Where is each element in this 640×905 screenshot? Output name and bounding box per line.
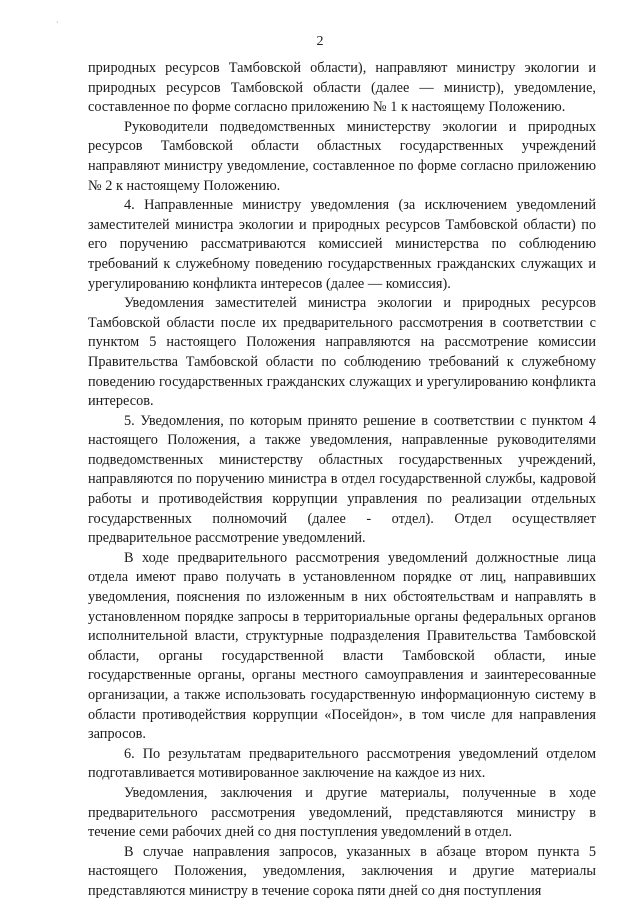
- paragraph-item-5: 5. Уведомления, по которым принято решение в соответствии с пунктом 4 настоящего Положения, а также уведомления, направленные руководителями подведомственных министерству областных государственных учреждений, направляются по поручению министра в отдел государственной службы, кадровой работы и противодействия коррупции управления по реализации отдельных государственных полномочий (далее - отдел). Отдел осуществляет предварительное рассмотрение уведомлений.: [88, 412, 596, 547]
- page-number: 2: [316, 34, 324, 49]
- paragraph-item-6: 6. По результатам предварительного рассмотрения уведомлений отделом подготавливается мотивированное заключение на каждое из них.: [88, 745, 596, 782]
- document-body: [88, 59, 596, 902]
- paragraph: Уведомления, заключения и другие материалы, полученные в ходе предварительного рассмотрения уведомлений, представляются министру в течение семи рабочих дней со дня поступления уведомлений в отдел.: [88, 784, 596, 841]
- paragraph-continuation: природных ресурсов Тамбовской области), направляют министру экологии и природных ресурсов Тамбовской области (далее — министр), уведомление, составленное по форме согласно приложению № 1 к настоящему Положению.: [88, 60, 596, 116]
- paragraph: В ходе предварительного рассмотрения уведомлений должностные лица отдела имеют право получать в установленном порядке от лиц, направивших уведомления, пояснения по изложенным в них обстоятельствам и направлять в установленном порядке запросы в территориальные органы федеральных органов исполнительной власти, структурные подразделения Правительства Тамбовской области, органы государственной власти Тамбовской области, иные государственные органы, органы местного самоуправления и заинтересованные организации, а также использовать государственную информационную систему в области противодействия коррупции «Посейдон», в том числе для направления запросов.: [88, 549, 596, 743]
- paragraph: В случае направления запросов, указанных в абзаце втором пункта 5 настоящего Положения, уведомления, заключения и другие материалы представляются министру в течение сорока пяти дней со дня поступления: [88, 843, 596, 899]
- paragraph: Руководители подведомственных министерству экологии и природных ресурсов Тамбовской области областных государственных учреждений направляют министру уведомление, составленное по форме согласно приложению № 2 к настоящему Положению.: [88, 118, 596, 194]
- paragraph-item-4: 4. Направленные министру уведомления (за исключением уведомлений заместителей министра экологии и природных ресурсов Тамбовской области) по его поручению рассматриваются комиссией министерства по соблюдению требований к служебному поведению государственных гражданских служащих и урегулированию конфликта интересов (далее — комиссия).: [88, 197, 596, 292]
- scan-mark: ·: [56, 18, 59, 27]
- paragraph: Уведомления заместителей министра экологии и природных ресурсов Тамбовской области после их предварительного рассмотрения в соответствии с пунктом 5 настоящего Положения направляются на рассмотрение комиссии Правительства Тамбовской области по соблюдению требований к служебному поведению государственных гражданских служащих и урегулированию конфликта интересов.: [88, 295, 596, 410]
